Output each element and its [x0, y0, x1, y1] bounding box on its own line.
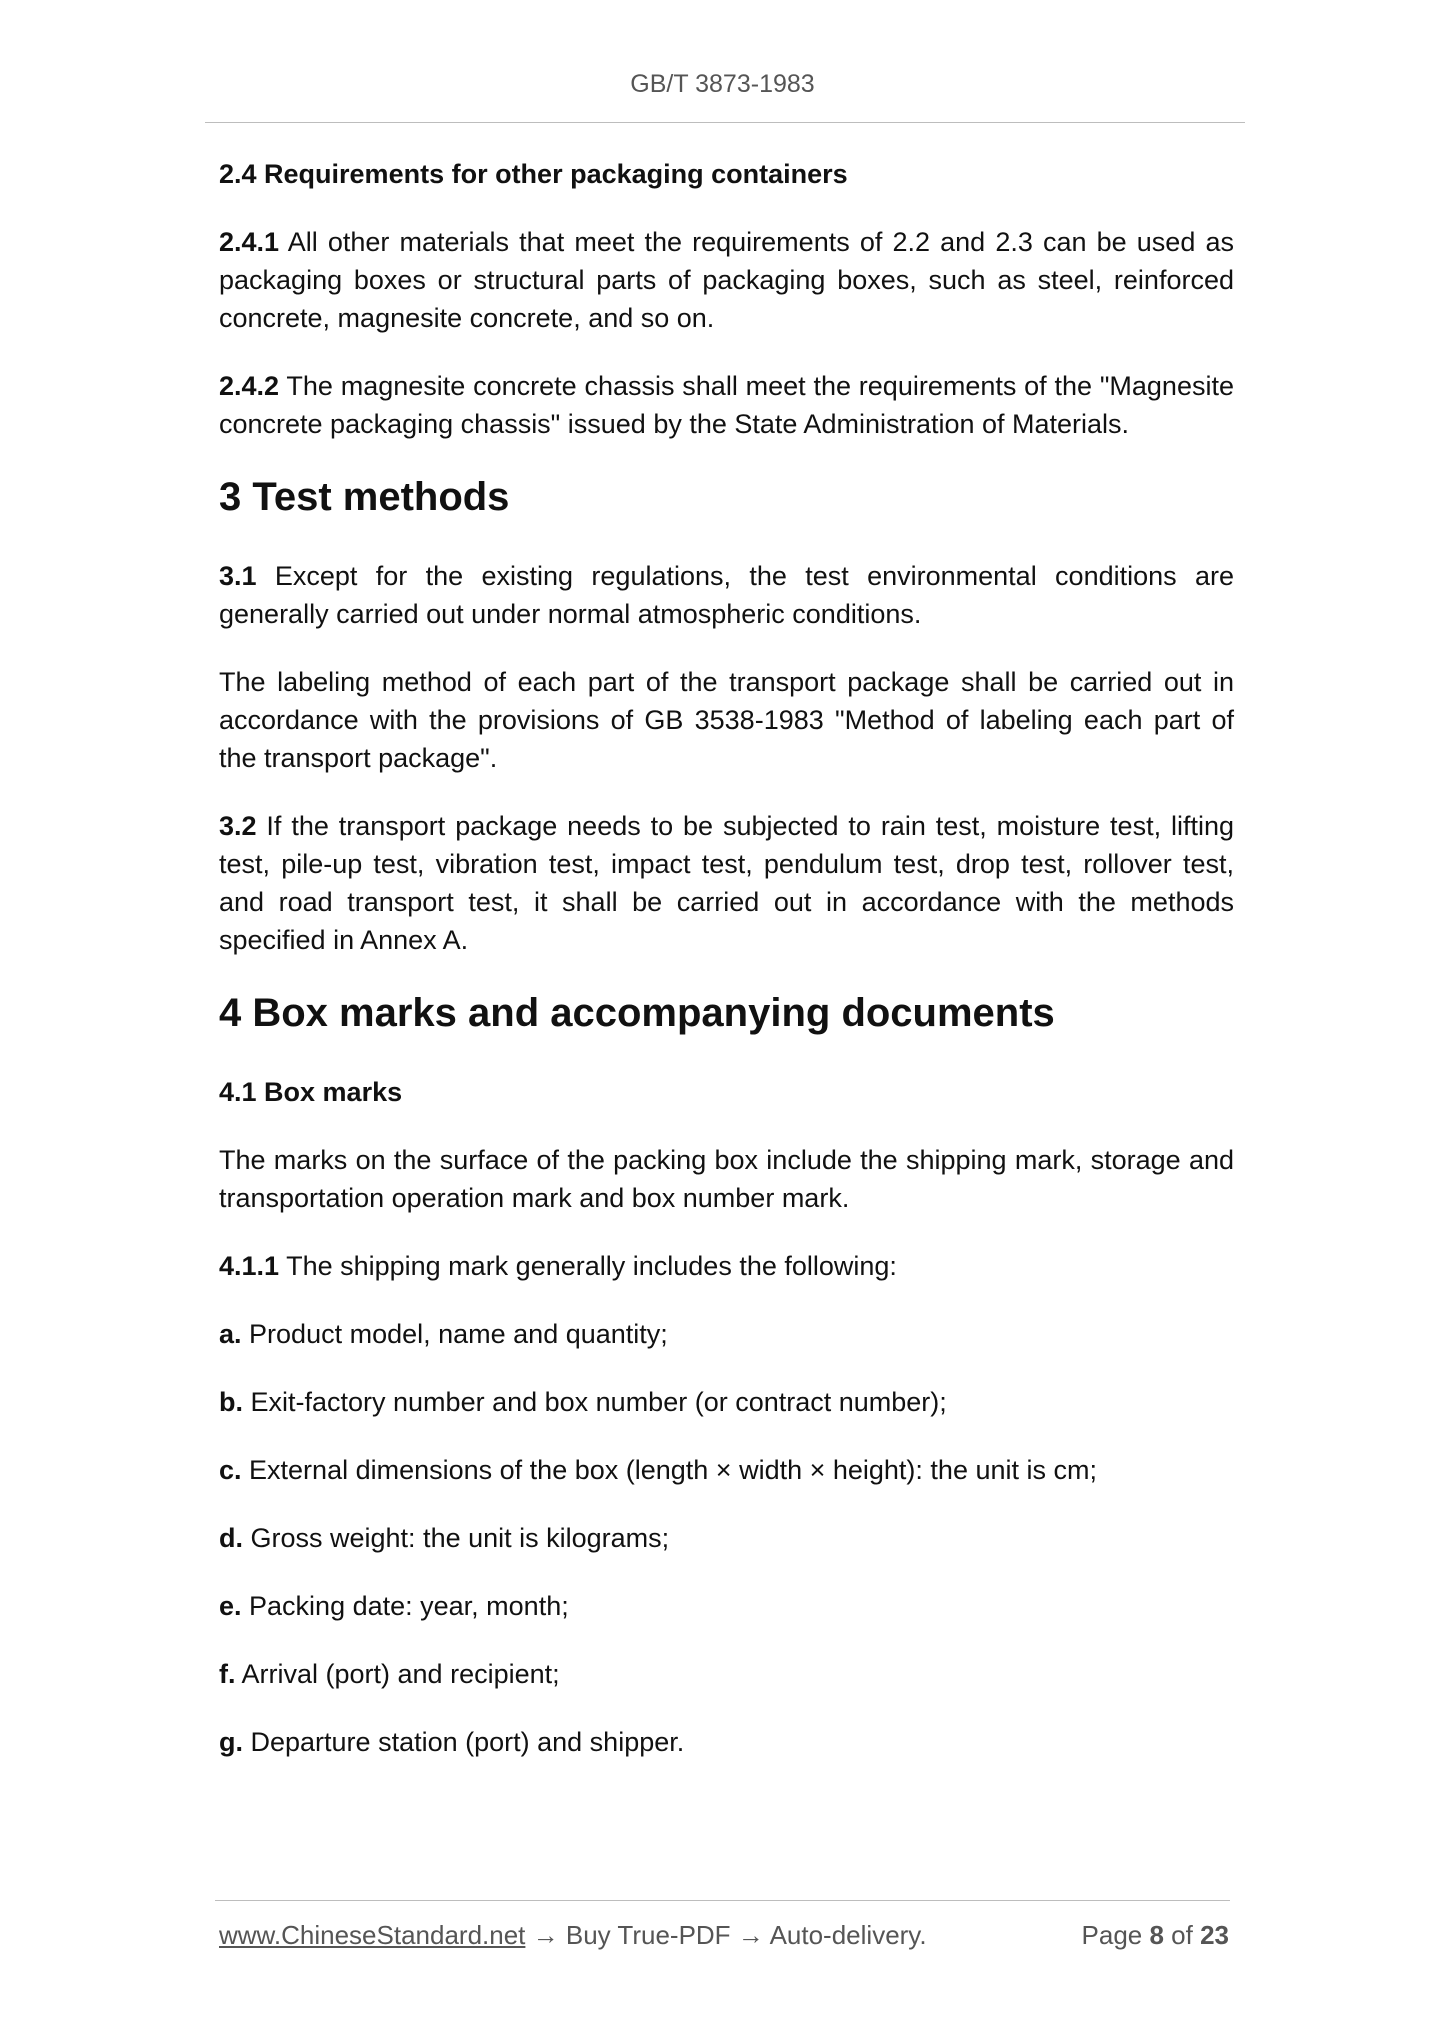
list-item-text: Packing date: year, month;: [241, 1591, 569, 1621]
list-item-text: Product model, name and quantity;: [241, 1319, 668, 1349]
list-item: [219, 1519, 1234, 1557]
clause-3-1: [219, 557, 1234, 633]
labeling-method-paragraph: The labeling method of each part of the transport package shall be carried out in accordance with the provisions of GB 3538-1983 "Method of labeling each part of the transport package".: [219, 667, 1234, 773]
section-4-1-heading: 4.1 Box marks: [219, 1077, 403, 1107]
list-item: [219, 1315, 1234, 1353]
page-label: Page: [1081, 1920, 1150, 1950]
list-item: [219, 1451, 1234, 1489]
list-item-label: e.: [219, 1591, 242, 1621]
section-2-4-heading: 2.4 Requirements for other packaging containers: [219, 159, 848, 189]
clause-4-1-1: [219, 1247, 1234, 1285]
clause-number: 2.4.2: [219, 371, 280, 401]
list-item: [219, 1383, 1234, 1421]
clause-3-2: [219, 807, 1234, 959]
list-item-text: Arrival (port) and recipient;: [235, 1659, 560, 1689]
list-item-label: g.: [219, 1727, 243, 1757]
list-item-label: b.: [219, 1387, 243, 1417]
section-4-heading: 4 Box marks and accompanying documents: [219, 991, 1055, 1035]
clause-number: 3.2: [219, 811, 257, 841]
page-body: [219, 155, 1234, 1791]
list-item-text: Exit-factory number and box number (or contract number);: [243, 1387, 947, 1417]
section-3-heading: 3 Test methods: [219, 475, 510, 519]
clause-text: Except for the existing regulations, the test environmental conditions are generally carried out under normal atmospheric conditions.: [219, 561, 1234, 629]
clause-number: 4.1.1: [219, 1251, 280, 1281]
page-indicator: [1082, 1917, 1229, 1953]
clause-text: The shipping mark generally includes the following:: [279, 1251, 897, 1281]
box-marks-paragraph: The marks on the surface of the packing box include the shipping mark, storage and transportation operation mark and box number mark.: [219, 1145, 1234, 1213]
list-item-label: d.: [219, 1523, 243, 1553]
clause-2-4-2: [219, 367, 1234, 443]
footer-divider: [215, 1900, 1230, 1901]
clause-2-4-1: [219, 223, 1234, 337]
footer-tagline: → Buy True-PDF → Auto-delivery.: [525, 1920, 927, 1950]
clause-number: 3.1: [219, 561, 257, 591]
clause-text: The magnesite concrete chassis shall meet the requirements of the "Magnesite concrete packaging chassis" issued by the State Administration of Materials.: [219, 371, 1234, 439]
list-item-text: Gross weight: the unit is kilograms;: [243, 1523, 670, 1553]
list-item-text: Departure station (port) and shipper.: [243, 1727, 685, 1757]
list-item-label: a.: [219, 1319, 242, 1349]
clause-number: 2.4.1: [219, 227, 280, 257]
header-divider: [205, 122, 1245, 123]
clause-text: All other materials that meet the requirements of 2.2 and 2.3 can be used as packaging boxes or structural parts of packaging boxes, such as steel, reinforced concrete, magnesite concrete, and so on.: [219, 227, 1234, 333]
list-item: [219, 1655, 1234, 1693]
website-link[interactable]: www.ChineseStandard.net: [219, 1920, 526, 1950]
list-item: [219, 1587, 1234, 1625]
page-number: 8: [1149, 1920, 1164, 1950]
document-code-header: GB/T 3873-1983: [630, 70, 815, 98]
clause-text: If the transport package needs to be subjected to rain test, moisture test, lifting test, pile-up test, vibration test, impact test, pendulum test, drop test, rollover test, and road transport test, it shall be carried out in accordance with the methods specified in Annex A.: [219, 811, 1234, 955]
list-item-text: External dimensions of the box (length × width × height): the unit is cm;: [241, 1455, 1097, 1485]
page-footer: [219, 1917, 1229, 1953]
of-label: of: [1163, 1920, 1201, 1950]
list-item-label: c.: [219, 1455, 242, 1485]
list-item-label: f.: [219, 1659, 236, 1689]
list-item: [219, 1723, 1234, 1761]
page-total: 23: [1200, 1920, 1229, 1950]
